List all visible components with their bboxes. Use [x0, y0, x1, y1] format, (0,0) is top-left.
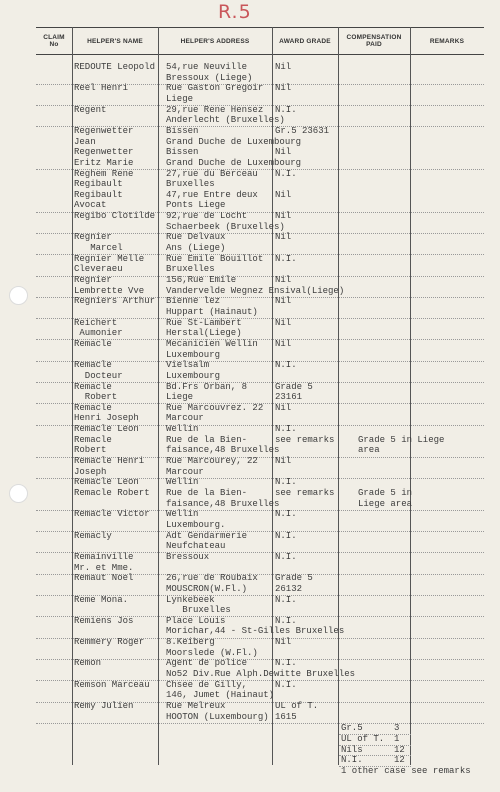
entry-name: REDOUTE Leopold: [74, 62, 156, 72]
entry-award: 26132: [275, 583, 303, 594]
entry-addr: Rue Marcouvrez. 22: [166, 402, 264, 413]
entry-name: Regenwetter: [74, 125, 134, 136]
column-divider: [338, 27, 339, 765]
entry-award: Nil: [275, 147, 292, 158]
entry-addr: Adt Gendarmerie: [166, 530, 248, 541]
entry-name: Joseph: [74, 466, 107, 477]
summary-label: Nils: [341, 744, 363, 755]
entry-award: Gr.5 23631: [275, 125, 330, 136]
entry-addr: Rue de la Bien-: [166, 434, 248, 445]
entry-name: Mr. et Mme.: [74, 562, 134, 573]
entry-addr: Liege: [166, 93, 194, 104]
entry-name: Remacle Robert: [74, 488, 150, 498]
entry-addr: Marcour: [166, 466, 204, 477]
entry-addr: Bruxelles: [166, 179, 215, 190]
entry-name: Reme Mona.: [74, 594, 129, 605]
entry-name: Aumonier: [74, 328, 123, 339]
entry-addr: Rue St-Lambert: [166, 317, 242, 328]
entry-addr: Rue Gaston Gregoir: [166, 83, 264, 94]
entry-addr: Bressoux (Liege): [166, 72, 253, 83]
entry-name: Eritz Marie: [74, 157, 134, 168]
entry-award: N.I.: [275, 360, 297, 371]
entry-name: Reel Henri: [74, 83, 129, 94]
punch-hole: [9, 484, 28, 503]
punch-hole: [9, 286, 28, 305]
header-compensation-paid: COMPENSATION PAID: [346, 34, 402, 48]
row-rule: [36, 659, 484, 660]
entry-award: Nil: [275, 317, 292, 328]
summary-label: UL of T.: [341, 733, 385, 744]
entry-name: Regibault: [74, 189, 123, 200]
entry-addr: 29,rue Rene Hensez: [166, 104, 264, 115]
entry-award: Nil: [275, 338, 292, 349]
entry-award: Nil: [275, 232, 292, 243]
entry-name: Reichert: [74, 317, 118, 328]
entry-addr: Grand Duche de Luxembourg: [166, 136, 302, 147]
entry-name: Remainville: [74, 551, 134, 562]
entry-addr: Grand Duche de Luxembourg: [166, 157, 302, 168]
entry-addr: Ans (Liege): [166, 243, 226, 254]
entry-name: Reghem Rene: [74, 168, 134, 179]
page-tag: R.5: [218, 1, 252, 23]
entry-remarks: Grade 5 in Liege: [358, 434, 445, 445]
entry-addr: Rue Emile Bouillot: [166, 253, 264, 264]
entry-addr: Chsee de Gilly,: [166, 679, 248, 690]
entry-award: N.I.: [275, 615, 297, 626]
entry-name: Remacle Leon: [74, 477, 139, 488]
entry-addr: HOOTON (Luxembourg): [166, 711, 269, 722]
entry-name: Henri Joseph: [74, 413, 139, 424]
entry-award: N.I.: [275, 594, 297, 605]
entry-addr: Huppart (Hainaut): [166, 306, 258, 317]
entry-award: Nil: [275, 296, 292, 307]
entry-award: 1615: [275, 711, 297, 722]
entry-name: Docteur: [74, 370, 123, 381]
entry-award: see remarks: [275, 434, 335, 445]
header-award-grade: AWARD GRADE: [279, 37, 331, 45]
entry-award: N.I.: [275, 551, 297, 562]
column-divider: [72, 27, 73, 765]
entry-name: Remy Julien: [74, 701, 134, 711]
entry-award: N.I.: [275, 509, 297, 520]
entry-addr: Bd.Frs Orban, 8: [166, 381, 248, 392]
entry-award: N.I.: [275, 424, 297, 435]
entry-name: Marcel: [74, 243, 123, 254]
entry-award: N.I.: [275, 530, 297, 541]
entry-addr: Rue de la Bien-: [166, 488, 248, 498]
entry-award: Grade 5: [275, 573, 313, 584]
entry-name: Regenwetter: [74, 147, 134, 158]
entry-name: Remacle: [74, 434, 112, 445]
entry-addr: Luxembourg.: [166, 519, 226, 530]
entry-name: Remacle: [74, 381, 112, 392]
header-remarks: REMARKS: [429, 37, 465, 45]
entry-award: Nil: [275, 456, 292, 467]
entry-addr: Wellin: [166, 477, 199, 488]
entry-name: Remacle: [74, 360, 112, 371]
entry-award: Nil: [275, 211, 292, 222]
entry-award: Nil: [275, 402, 292, 413]
entry-name: Jean: [74, 136, 96, 147]
entry-addr: Wellin: [166, 424, 199, 435]
entry-addr: Moorslede (W.Fl.): [166, 647, 258, 658]
entry-award: N.I.: [275, 104, 297, 115]
entry-name: Regibo Clotilde: [74, 211, 156, 222]
column-divider: [410, 27, 411, 765]
entry-addr: Wellin: [166, 509, 199, 520]
summary-count: 12: [394, 744, 405, 755]
entry-addr: Schaerbeek (Bruxelles): [166, 221, 285, 232]
entry-name: Remaut Noel: [74, 573, 134, 584]
entry-addr: faisance,48 Bruxelles: [166, 445, 280, 456]
entry-addr: 54,rue Neuville: [166, 62, 248, 72]
header-helper-address: HELPER'S ADDRESS: [180, 37, 250, 45]
entry-addr: Bissen: [166, 125, 199, 136]
entry-name: Lembrette Vve: [74, 285, 145, 296]
entry-addr: 146, Jumet (Hainaut): [166, 690, 275, 701]
entry-addr: Agent de police: [166, 658, 248, 669]
entry-name: Robert: [74, 392, 118, 403]
entry-award: see remarks: [275, 488, 335, 498]
entry-addr: Liege: [166, 392, 194, 403]
entry-name: Avocat: [74, 200, 107, 211]
entry-award: Nil: [275, 637, 292, 648]
entry-addr: Ponts Liege: [166, 200, 226, 211]
entry-addr: Bienne lez: [166, 296, 221, 307]
entry-addr: Bissen: [166, 147, 199, 158]
entry-addr: 92,rue de Locht: [166, 211, 248, 222]
entry-name: Regibault: [74, 179, 123, 190]
entry-addr: Neufchateau: [166, 541, 226, 552]
entry-award: Nil: [275, 62, 292, 72]
entry-addr: Place Louis: [166, 615, 226, 626]
entry-award: UL of T.: [275, 701, 319, 711]
entry-award: Nil: [275, 83, 292, 94]
entry-name: Remiens Jos: [74, 615, 134, 626]
entry-addr: 26,rue de Roubaix: [166, 573, 258, 584]
entry-addr: 156,Rue Emile: [166, 275, 237, 285]
entry-name: Remacle Henri: [74, 456, 145, 467]
entry-award: 23161: [275, 392, 303, 403]
entry-name: Regnier: [74, 232, 112, 243]
entry-addr: Mecanicien Wellin: [166, 338, 258, 349]
header-helper-name: HELPER'S NAME: [87, 37, 143, 45]
entry-name: Robert: [74, 445, 107, 456]
entry-award: N.I.: [275, 253, 297, 264]
entry-award: N.I.: [275, 477, 297, 488]
summary-label: N.I.: [341, 755, 363, 766]
entry-addr: Rue Delvaux: [166, 232, 226, 243]
entry-addr: faisance,48 Bruxelles: [166, 498, 280, 509]
entry-award: N.I.: [275, 679, 297, 690]
entry-addr: 8.Keiberg: [166, 637, 215, 648]
entry-name: Remacly: [74, 530, 112, 541]
summary-count: 1: [394, 733, 400, 744]
header-claim: CLAIM No: [43, 34, 65, 48]
entry-award: N.I.: [275, 658, 297, 669]
row-rule: [36, 723, 484, 724]
entry-addr: Herstal(Liege): [166, 328, 242, 339]
entry-award: N.I.: [275, 168, 297, 179]
table-header: [36, 27, 484, 55]
entry-remarks: Grade 5 in: [358, 488, 413, 498]
summary-count: 3: [394, 723, 400, 734]
column-divider: [158, 27, 159, 765]
entry-name: Regnier: [74, 275, 112, 285]
entry-addr: Bruxelles: [166, 605, 231, 616]
entry-name: Regnier Melle: [74, 253, 145, 264]
entry-name: Remacle Leon: [74, 424, 139, 435]
entry-name: Regniers Arthur: [74, 296, 156, 307]
summary-count: 12: [394, 755, 405, 766]
entry-addr: 47,rue Entre deux: [166, 189, 258, 200]
entry-award: Nil: [275, 189, 292, 200]
entry-remarks: Liege area: [358, 498, 413, 509]
entry-addr: MOUSCRON(W.Fl.): [166, 583, 248, 594]
entry-addr: Luxembourg: [166, 349, 221, 360]
entry-addr: Vandervelde Wegnez Ensival(Liege): [166, 285, 345, 296]
entry-name: Remacle: [74, 402, 112, 413]
entry-award: Nil: [275, 275, 292, 285]
entry-addr: Anderlecht (Bruxelles): [166, 115, 285, 126]
entry-addr: Morichar,44 - St-Gilles Bruxelles: [166, 626, 345, 637]
entry-addr: Bruxelles: [166, 264, 215, 275]
entry-addr: Rue Melreux: [166, 701, 226, 711]
entry-addr: Marcour: [166, 413, 204, 424]
entry-addr: Lynkebeek: [166, 594, 215, 605]
entry-addr: No52 Div.Rue Alph.Dewitte Bruxelles: [166, 669, 356, 680]
entry-name: Remacle Victor: [74, 509, 150, 520]
entry-award: Grade 5: [275, 381, 313, 392]
entry-remarks: area: [358, 445, 380, 456]
entry-name: Remson Marceau: [74, 679, 150, 690]
entry-addr: Vielsalm: [166, 360, 210, 371]
entry-name: Remmery Roger: [74, 637, 145, 648]
summary-note: 1 other case see remarks: [341, 765, 471, 776]
entry-name: Cleveraeu: [74, 264, 123, 275]
entry-name: Remacle: [74, 338, 112, 349]
entry-addr: 27,rue du Berceau: [166, 168, 258, 179]
entry-addr: Rue Marcourey, 22: [166, 456, 258, 467]
entry-addr: Bressoux: [166, 551, 210, 562]
entry-name: Regent: [74, 104, 107, 115]
entry-name: Remon: [74, 658, 102, 669]
entry-addr: Luxembourg: [166, 370, 221, 381]
summary-label: Gr.5: [341, 723, 363, 734]
